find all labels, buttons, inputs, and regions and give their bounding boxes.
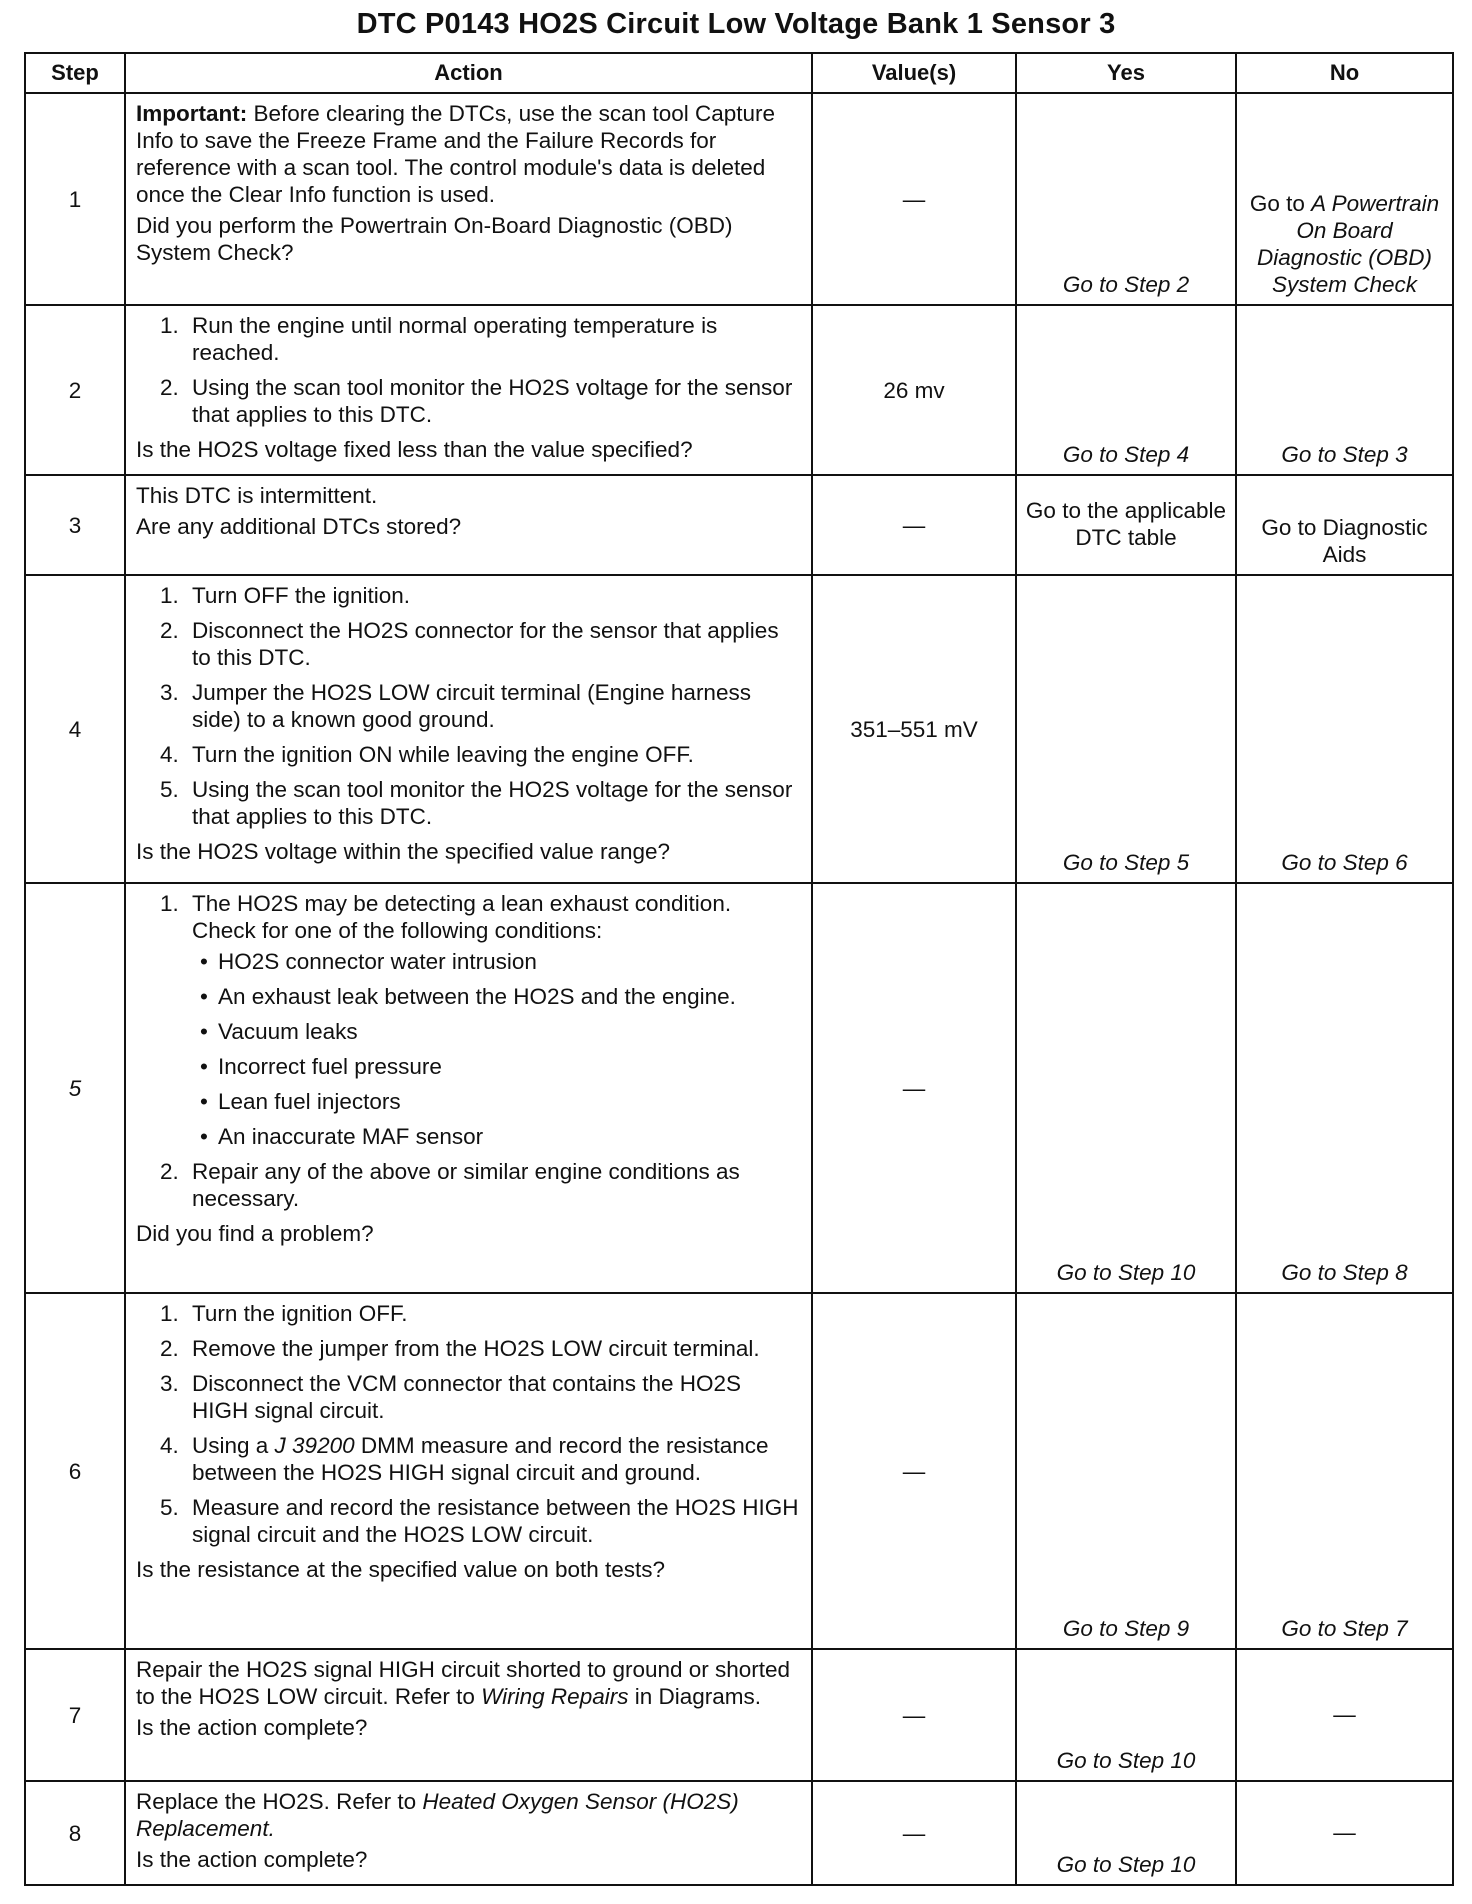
action-text: This DTC is intermittent.	[136, 483, 378, 508]
list-item: 2. Using the scan tool monitor the HO2S voltage for the sensor that applies to this DTC.	[160, 375, 793, 427]
question: Is the action complete?	[136, 1715, 368, 1740]
instruction-list	[136, 582, 801, 830]
question: Is the resistance at the specified value on both tests?	[136, 1557, 666, 1582]
important-label: Important:	[136, 101, 248, 126]
bullet-item: • Incorrect fuel pressure	[192, 1053, 801, 1080]
yes-cell: Go to Step 10	[1016, 883, 1236, 1293]
action-cell	[125, 1781, 812, 1885]
instruction-list	[136, 890, 801, 1212]
list-item-text: Disconnect the VCM connector that contains the HO2S HIGH signal circuit.	[192, 1371, 742, 1423]
question: Is the HO2S voltage fixed less than the value specified?	[136, 437, 693, 462]
no-cell: Go to Step 7	[1236, 1293, 1453, 1649]
yes-cell: Go to Step 10	[1016, 1649, 1236, 1781]
action-text: Repair the HO2S signal HIGH circuit shorted to ground or shorted to the HO2S LOW circuit. Refer to Wiring Repairs in Diagrams.	[136, 1657, 791, 1709]
condition-list	[192, 948, 801, 1150]
step-number: 4	[25, 575, 125, 883]
list-item: 1. Turn OFF the ignition.	[160, 583, 411, 608]
step-number: 5	[25, 883, 125, 1293]
diagnostic-table	[24, 52, 1454, 1886]
bullet-item: • Vacuum leaks	[192, 1018, 801, 1045]
table-row	[25, 1781, 1453, 1885]
list-item-text: Jumper the HO2S LOW circuit terminal (Engine harness side) to a known good ground.	[192, 680, 751, 732]
list-item-text: Using the scan tool monitor the HO2S voltage for the sensor that applies to this DTC.	[192, 777, 793, 829]
instruction-list	[136, 312, 801, 428]
instruction-list	[136, 1300, 801, 1548]
step-number: 8	[25, 1781, 125, 1885]
step-number: 3	[25, 475, 125, 575]
action-cell	[125, 575, 812, 883]
question: Is the HO2S voltage within the specified value range?	[136, 839, 671, 864]
list-item-text: Turn OFF the ignition.	[192, 583, 411, 608]
action-text: Replace the HO2S. Refer to Heated Oxygen Sensor (HO2S) Replacement.	[136, 1789, 739, 1841]
question: Did you perform the Powertrain On-Board Diagnostic (OBD) System Check?	[136, 213, 733, 265]
bullet-item: • An exhaust leak between the HO2S and the engine.	[192, 983, 801, 1010]
list-item: 4. Turn the ignition ON while leaving the engine OFF.	[160, 742, 694, 767]
value-cell: —	[812, 1293, 1016, 1649]
list-item-text: Turn the ignition OFF.	[192, 1301, 408, 1326]
list-item: 5. Measure and record the resistance between the HO2S HIGH signal circuit and the HO2S LOW circuit.	[160, 1495, 799, 1547]
question: Did you find a problem?	[136, 1221, 374, 1246]
yes-cell: Go to Step 5	[1016, 575, 1236, 883]
value-cell: —	[812, 883, 1016, 1293]
list-item-text: Repair any of the above or similar engine conditions as necessary.	[192, 1159, 740, 1211]
value-cell: 351–551 mV	[812, 575, 1016, 883]
action-cell	[125, 475, 812, 575]
no-cell: Go to Diagnostic Aids	[1236, 475, 1453, 575]
table-row	[25, 1293, 1453, 1649]
no-prefix: Go to	[1249, 191, 1312, 216]
action-cell	[125, 1293, 812, 1649]
value-cell: —	[812, 1781, 1016, 1885]
no-cell: Go to Step 6	[1236, 575, 1453, 883]
header-action: Action	[125, 53, 812, 93]
list-item: 4. Using a J 39200 DMM measure and record the resistance between the HO2S HIGH signal circuit and ground.	[160, 1433, 769, 1485]
yes-cell: Go to Step 9	[1016, 1293, 1236, 1649]
reference-link: Heated Oxygen Sensor (HO2S) Replacement.	[136, 1789, 739, 1841]
action-cell	[125, 93, 812, 305]
action-cell	[125, 305, 812, 475]
list-item: 3. Jumper the HO2S LOW circuit terminal (Engine harness side) to a known good ground.	[160, 680, 751, 732]
yes-cell: Go to Step 4	[1016, 305, 1236, 475]
list-item-text: The HO2S may be detecting a lean exhaust condition. Check for one of the following conditions:	[192, 891, 732, 943]
list-item: 1. The HO2S may be detecting a lean exhaust condition. Check for one of the following conditions: • HO2S connector water intrusion • An exhaust leak between the HO2S and the engine. • Vacuum leaks • Incorrect fuel pressure • Lean fuel injectors • An inaccurate MAF sensor	[136, 890, 801, 1150]
table-row	[25, 93, 1453, 305]
yes-cell: Go to the applicable DTC table	[1016, 475, 1236, 575]
value-cell: —	[812, 475, 1016, 575]
list-item-text: Remove the jumper from the HO2S LOW circuit terminal.	[192, 1336, 760, 1361]
yes-cell: Go to Step 2	[1016, 93, 1236, 305]
table-row	[25, 305, 1453, 475]
bullet-item: • HO2S connector water intrusion	[192, 948, 801, 975]
list-item-text: Turn the ignition ON while leaving the engine OFF.	[192, 742, 694, 767]
header-yes: Yes	[1016, 53, 1236, 93]
bullet-item: • Lean fuel injectors	[192, 1088, 801, 1115]
no-cell: —	[1236, 1781, 1453, 1885]
important-note	[136, 100, 801, 208]
important-text: Before clearing the DTCs, use the scan tool Capture Info to save the Freeze Frame and the Failure Records for reference with a scan tool. The control module's data is deleted once the Clear Info function is used.	[136, 101, 776, 207]
action-cell	[125, 1649, 812, 1781]
header-values: Value(s)	[812, 53, 1016, 93]
value-cell: 26 mv	[812, 305, 1016, 475]
list-item-text: Disconnect the HO2S connector for the sensor that applies to this DTC.	[192, 618, 779, 670]
value-cell: —	[812, 93, 1016, 305]
list-item: 1. Turn the ignition OFF.	[160, 1301, 408, 1326]
page-title: DTC P0143 HO2S Circuit Low Voltage Bank 1 Sensor 3	[356, 8, 1116, 40]
list-item-prefix: Using a	[192, 1433, 275, 1458]
no-cell	[1236, 93, 1453, 305]
tool-name: J 39200	[274, 1433, 355, 1458]
table-row	[25, 883, 1453, 1293]
list-item: 2. Remove the jumper from the HO2S LOW circuit terminal.	[160, 1336, 760, 1361]
bullet-item: • An inaccurate MAF sensor	[192, 1123, 801, 1150]
value-cell: —	[812, 1649, 1016, 1781]
table-row	[25, 475, 1453, 575]
action-cell	[125, 883, 812, 1293]
header-no: No	[1236, 53, 1453, 93]
table-row	[25, 575, 1453, 883]
list-item: 1. Run the engine until normal operating temperature is reached.	[160, 313, 718, 365]
reference-link: Wiring Repairs	[481, 1684, 629, 1709]
no-cell: Go to Step 8	[1236, 883, 1453, 1293]
no-cell: —	[1236, 1649, 1453, 1781]
step-number: 1	[25, 93, 125, 305]
step-number: 7	[25, 1649, 125, 1781]
step-number: 6	[25, 1293, 125, 1649]
table-header-row	[25, 53, 1453, 93]
list-item-text: Measure and record the resistance between the HO2S HIGH signal circuit and the HO2S LOW circuit.	[192, 1495, 799, 1547]
yes-cell: Go to Step 10	[1016, 1781, 1236, 1885]
header-step: Step	[25, 53, 125, 93]
table-row	[25, 1649, 1453, 1781]
list-item-text: DMM measure and record the resistance between the HO2S HIGH signal circuit and ground.	[192, 1433, 769, 1485]
step-number: 2	[25, 305, 125, 475]
list-item: 3. Disconnect the VCM connector that contains the HO2S HIGH signal circuit.	[160, 1371, 742, 1423]
list-item: 5. Using the scan tool monitor the HO2S voltage for the sensor that applies to this DTC.	[160, 777, 793, 829]
list-item-text: Using the scan tool monitor the HO2S voltage for the sensor that applies to this DTC.	[192, 375, 793, 427]
question: Are any additional DTCs stored?	[136, 514, 462, 539]
question: Is the action complete?	[136, 1847, 368, 1872]
list-item: 2. Disconnect the HO2S connector for the sensor that applies to this DTC.	[160, 618, 779, 670]
no-link: A Powertrain On Board Diagnostic (OBD) System Check	[1256, 191, 1440, 297]
list-item: 2. Repair any of the above or similar engine conditions as necessary.	[160, 1159, 740, 1211]
no-cell: Go to Step 3	[1236, 305, 1453, 475]
list-item-text: Run the engine until normal operating temperature is reached.	[192, 313, 718, 365]
